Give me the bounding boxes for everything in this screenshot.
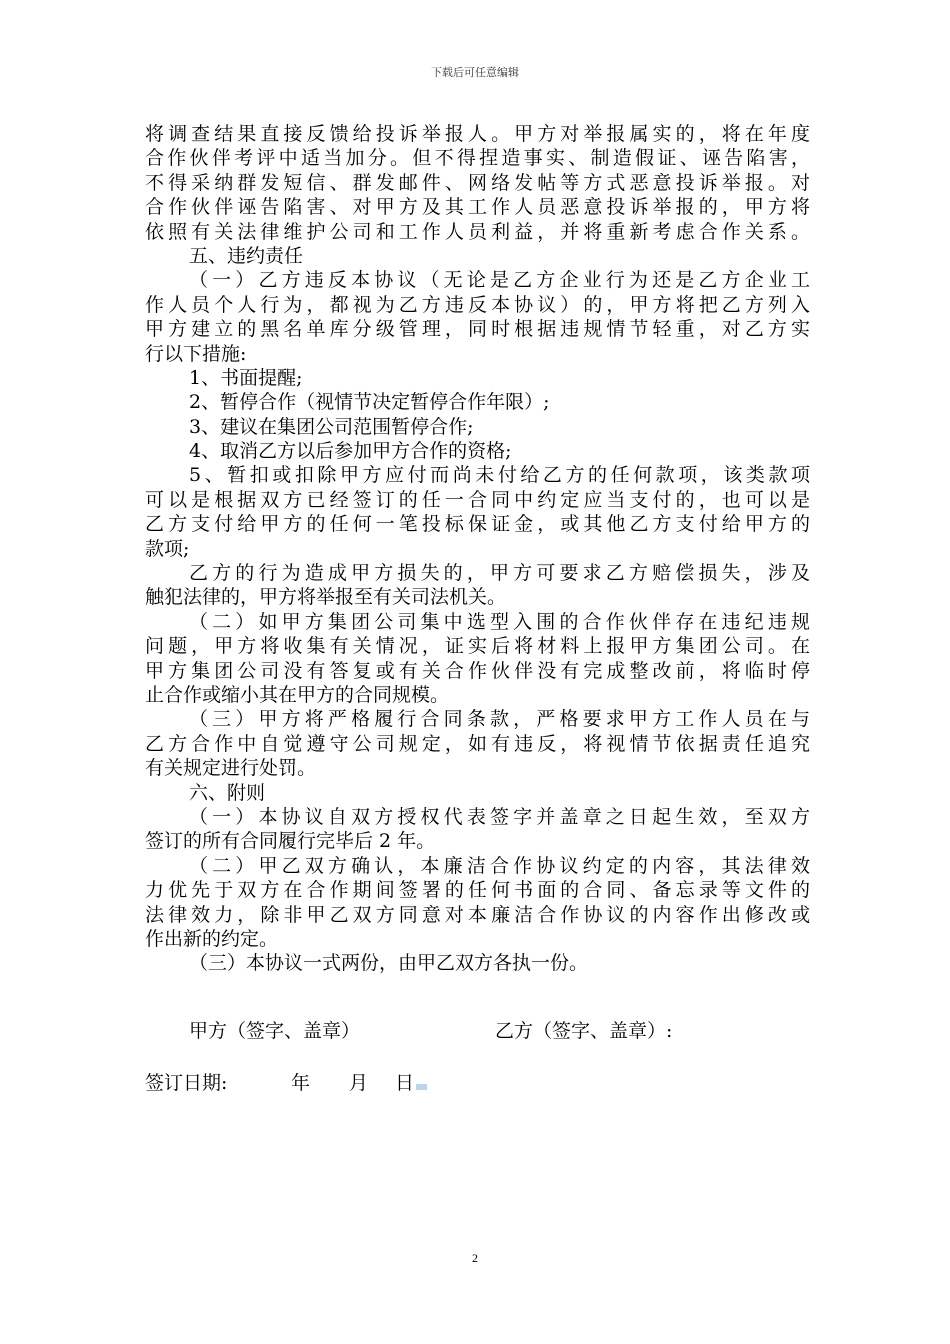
text-line: 甲方集团公司没有答复或有关合作伙伴没有完成整改前，将临时停 [145,659,810,682]
text-line: 合作伙伴考评中适当加分。但不得捏造事实、制造假证、诬告陷害， [145,147,810,170]
text-line: 签订的所有合同履行完毕后 2 年。 [145,830,436,853]
text-line: 止合作或缩小其在甲方的合同规模。 [145,683,450,706]
text-line: 款项; [145,537,190,560]
text-line: 乙方支付给甲方的任何一笔投标保证金，或其他乙方支付给甲方的 [145,513,810,536]
signing-date-label: 签订日期: [145,1072,228,1094]
text-line: 甲方建立的黑名单库分级管理，同时根据违规情节轻重，对乙方实 [145,318,810,341]
text-line: 乙方合作中自觉遵守公司规定，如有违反，将视情节依据责任追究 [145,732,810,755]
text-line: 六、附则 [189,781,266,804]
text-line: （二）甲乙双方确认，本廉洁合作协议约定的内容，其法律效 [189,854,810,877]
text-line: 依照有关法律维护公司和工作人员利益，并将重新考虑合作关系。 [145,220,810,243]
signing-date-row [145,1070,427,1096]
date-day-label: 日 [395,1072,415,1094]
text-line: 触犯法律的，甲方将举报至有关司法机关。 [145,586,507,609]
text-line: 4、取消乙方以后参加甲方合作的资格; [189,440,512,463]
page-header: 下载后可任意编辑 [431,66,519,79]
text-line: 作人员个人行为，都视为乙方违反本协议）的，甲方将把乙方列入 [145,293,810,316]
text-line: 合作伙伴诬告陷害、对甲方及其工作人员恶意投诉举报的，甲方将 [145,196,810,219]
text-line: （二）如甲方集团公司集中选型入围的合作伙伴存在违纪违规 [189,610,810,633]
text-line: （三）甲方将严格履行合同条款，严格要求甲方工作人员在与 [189,708,810,731]
signature-row [189,1018,789,1044]
text-line: 可以是根据双方已经签订的任一合同中约定应当支付的，也可以是 [145,488,810,511]
text-cursor-mark [416,1084,427,1090]
text-line: 作出新的约定。 [145,927,279,950]
text-line: 不得采纳群发短信、群发邮件、网络发帖等方式恶意投诉举报。对 [145,171,810,194]
text-line: （一）本协议自双方授权代表签字并盖章之日起生效，至双方 [189,805,810,828]
date-year-label: 年 [291,1072,311,1094]
date-month-label: 月 [349,1072,369,1094]
text-line: 法律效力，除非甲乙双方同意对本廉洁合作协议的内容作出修改或 [145,903,810,926]
page-number: 2 [472,1251,478,1265]
text-line: 五、违约责任 [189,244,304,267]
text-line: 乙方的行为造成甲方损失的，甲方可要求乙方赔偿损失，涉及 [189,562,810,585]
text-line: 行以下措施: [145,342,247,365]
text-line: （一）乙方违反本协议（无论是乙方企业行为还是乙方企业工 [189,269,810,292]
party-a-signature-label: 甲方（签字、盖章） [189,1020,361,1042]
text-line: 有关规定进行处罚。 [145,757,317,780]
party-b-signature-label: 乙方（签字、盖章）: [495,1020,673,1042]
text-line: 2、暂停合作（视情节决定暂停合作年限）; [189,391,550,414]
text-line: （三）本协议一式两份，由甲乙双方各执一份。 [189,952,589,975]
text-line: 3、建议在集团公司范围暂停合作; [189,415,474,438]
text-line: 1、书面提醒; [189,366,303,389]
document-body [145,122,810,976]
text-line: 力优先于双方在合作期间签署的任何书面的合同、备忘录等文件的 [145,879,810,902]
text-line: 5、暂扣或扣除甲方应付而尚未付给乙方的任何款项，该类款项 [189,464,810,487]
text-line: 将调查结果直接反馈给投诉举报人。甲方对举报属实的，将在年度 [145,123,810,145]
text-line: 问题，甲方将收集有关情况，证实后将材料上报甲方集团公司。在 [145,635,810,658]
